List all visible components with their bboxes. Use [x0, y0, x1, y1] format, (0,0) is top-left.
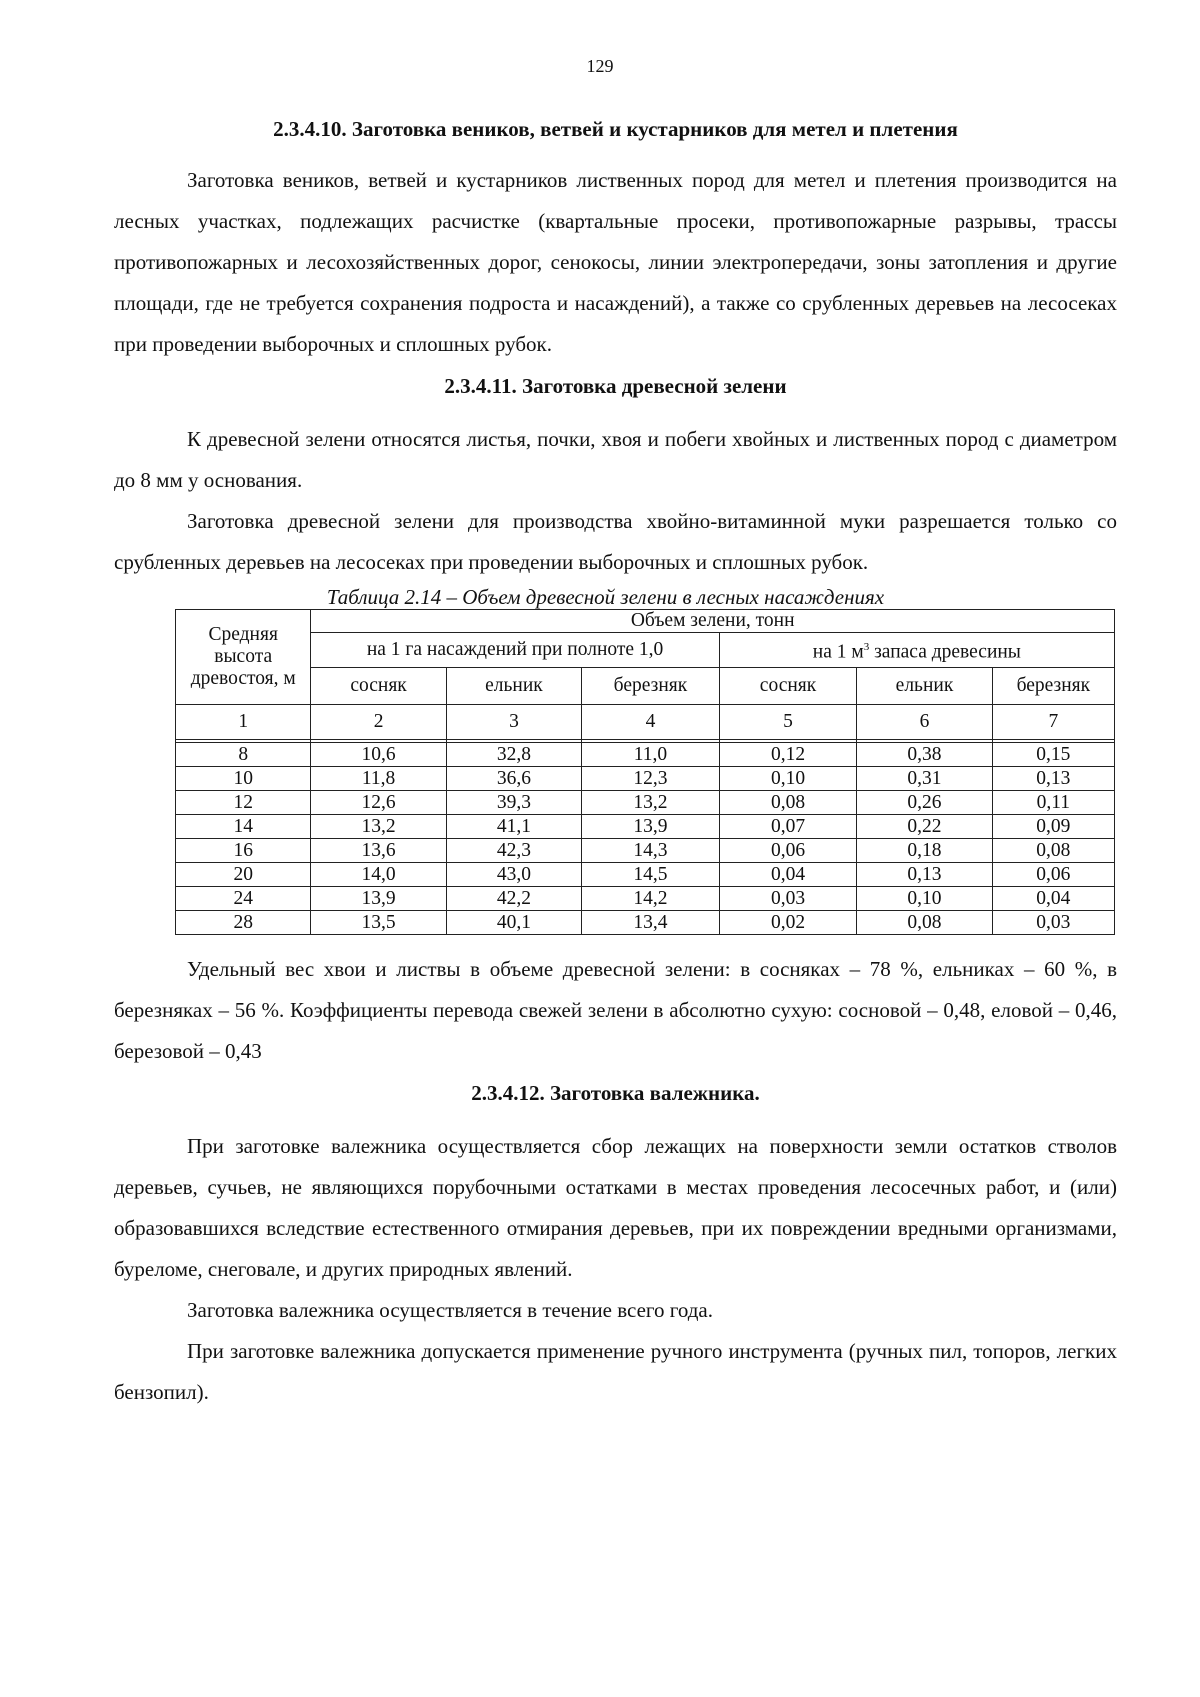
table-row — [176, 791, 1115, 815]
paragraph-greenery-definition: К древесной зелени относятся листья, почки, хвоя и побеги хвойных и лиственных пород с диаметром до 8 мм у основания. — [114, 427, 1117, 492]
section-greenery — [114, 371, 1117, 1072]
table-cell: 41,1 — [446, 815, 581, 839]
header-species: сосняк — [311, 668, 446, 705]
paragraph-deadwood-tools: При заготовке валежника допускается применение ручного инструмента (ручных пил, топоров, легких бензопил). — [114, 1339, 1117, 1404]
header-green-volume: Объем зелени, тонн — [311, 610, 1115, 633]
table-cell: 10,6 — [311, 743, 446, 767]
table-cell: 39,3 — [446, 791, 581, 815]
header-average-height: Средняя высота древостоя, м — [176, 610, 311, 705]
section-heading-brooms: 2.3.4.10. Заготовка веников, ветвей и кустарников для метел и плетения — [273, 117, 958, 141]
table-cell: 0,15 — [992, 743, 1114, 767]
table-cell: 13,5 — [311, 911, 446, 935]
table-row — [176, 815, 1115, 839]
table-cell: 13,2 — [582, 791, 720, 815]
header-per-cubic-meter — [719, 633, 1114, 668]
table-cell: 12,3 — [582, 767, 720, 791]
table-cell: 0,04 — [719, 863, 857, 887]
greenery-volume-table — [175, 609, 1115, 935]
table-cell: 43,0 — [446, 863, 581, 887]
column-number: 5 — [719, 705, 857, 740]
table-caption: Таблица 2.14 – Объем древесной зелени в лесных насаждениях — [326, 585, 885, 609]
table-cell: 24 — [176, 887, 311, 911]
table-cell: 0,02 — [719, 911, 857, 935]
table-cell: 0,08 — [719, 791, 857, 815]
table-cell: 0,12 — [719, 743, 857, 767]
section-heading-deadwood: 2.3.4.12. Заготовка валежника. — [471, 1081, 760, 1105]
table-row — [176, 839, 1115, 863]
section-brooms — [114, 114, 1117, 365]
table-cell: 42,2 — [446, 887, 581, 911]
header-species: сосняк — [719, 668, 857, 705]
header-species: березняк — [582, 668, 720, 705]
table-cell: 0,13 — [992, 767, 1114, 791]
table-cell: 13,9 — [582, 815, 720, 839]
paragraph-deadwood-season: Заготовка валежника осуществляется в течение всего года. — [187, 1298, 713, 1322]
table-cell: 0,38 — [857, 743, 992, 767]
table-cell: 14,5 — [582, 863, 720, 887]
column-number: 6 — [857, 705, 992, 740]
column-number: 7 — [992, 705, 1114, 740]
table-cell: 42,3 — [446, 839, 581, 863]
table-cell: 0,07 — [719, 815, 857, 839]
table-cell: 20 — [176, 863, 311, 887]
table-cell: 0,10 — [857, 887, 992, 911]
paragraph-deadwood-collection: При заготовке валежника осуществляется сбор лежащих на поверхности земли остатков стволов деревьев, сучьев, не являющихся порубочными остатками в местах проведения лесосечных работ, и (или) образовавшихся вследствие естественного отмирания деревьев, при их повреждении вредными организмами, буреломе, снеговале, и других природных явлений. — [114, 1134, 1117, 1281]
table-cell: 0,13 — [857, 863, 992, 887]
table-cell: 12,6 — [311, 791, 446, 815]
table-cell: 8 — [176, 743, 311, 767]
table-cell: 0,04 — [992, 887, 1114, 911]
table-cell: 0,03 — [992, 911, 1114, 935]
table-cell: 28 — [176, 911, 311, 935]
column-number: 2 — [311, 705, 446, 740]
table-cell: 0,10 — [719, 767, 857, 791]
section-heading-greenery: 2.3.4.11. Заготовка древесной зелени — [444, 374, 787, 398]
page-content — [114, 114, 1117, 1413]
paragraph-brooms: Заготовка веников, ветвей и кустарников лиственных пород для метел и плетения производится на лесных участках, подлежащих расчистке (квартальные просеки, противопожарные разрывы, трассы противопожарных и лесохозяйственных дорог, сенокосы, линии электропередачи, зоны затопления и другие площади, где не требуется сохранения подроста и насаждений), а также со срубленных деревьев на лесосеках при проведении выборочных и сплошных рубок. — [114, 168, 1117, 356]
page-number: 129 — [586, 56, 614, 76]
table-cell: 14,0 — [311, 863, 446, 887]
table-body — [176, 743, 1115, 935]
header-species: ельник — [857, 668, 992, 705]
table-cell: 0,06 — [992, 863, 1114, 887]
table-cell: 13,6 — [311, 839, 446, 863]
table-cell: 13,4 — [582, 911, 720, 935]
header-per-hectare: на 1 га насаждений при полноте 1,0 — [311, 633, 719, 668]
table-cell: 0,11 — [992, 791, 1114, 815]
table-cell: 14 — [176, 815, 311, 839]
table-cell: 13,2 — [311, 815, 446, 839]
column-number: 4 — [582, 705, 720, 740]
header-species: ельник — [446, 668, 581, 705]
header-species: березняк — [992, 668, 1114, 705]
table-cell: 0,26 — [857, 791, 992, 815]
table-cell: 0,09 — [992, 815, 1114, 839]
table-cell: 11,0 — [582, 743, 720, 767]
table-cell: 10 — [176, 767, 311, 791]
table-cell: 0,06 — [719, 839, 857, 863]
table-cell: 36,6 — [446, 767, 581, 791]
table-cell: 0,31 — [857, 767, 992, 791]
paragraph-needle-share: Удельный вес хвои и листвы в объеме древесной зелени: в сосняках – 78 %, ельниках – 60 %, в березняках – 56 %. Коэффициенты перевода свежей зелени в абсолютно сухую: сосновой – 0,48, еловой – 0,46, березовой – 0,43 — [114, 957, 1117, 1063]
table-cell: 0,18 — [857, 839, 992, 863]
header-per-m3-suffix: запаса древесины — [869, 641, 1021, 663]
section-deadwood — [114, 1078, 1117, 1413]
column-number: 1 — [176, 705, 311, 740]
header-per-m3-prefix: на 1 м — [812, 641, 864, 663]
header-per-m3-superscript: 3 — [863, 641, 870, 654]
table-cell: 0,03 — [719, 887, 857, 911]
table-cell: 16 — [176, 839, 311, 863]
paragraph-greenery-harvest: Заготовка древесной зелени для производства хвойно-витаминной муки разрешается только со срубленных деревьев на лесосеках при проведении выборочных и сплошных рубок. — [114, 509, 1117, 574]
table-cell: 0,08 — [992, 839, 1114, 863]
table-row — [176, 887, 1115, 911]
table-cell: 14,3 — [582, 839, 720, 863]
table-cell: 32,8 — [446, 743, 581, 767]
table-row — [176, 911, 1115, 935]
table-cell: 0,08 — [857, 911, 992, 935]
table-cell: 40,1 — [446, 911, 581, 935]
table-cell: 14,2 — [582, 887, 720, 911]
column-number: 3 — [446, 705, 581, 740]
table-row — [176, 743, 1115, 767]
table-cell: 13,9 — [311, 887, 446, 911]
table-row — [176, 863, 1115, 887]
table-row — [176, 767, 1115, 791]
table-cell: 12 — [176, 791, 311, 815]
table-cell: 11,8 — [311, 767, 446, 791]
table-cell: 0,22 — [857, 815, 992, 839]
